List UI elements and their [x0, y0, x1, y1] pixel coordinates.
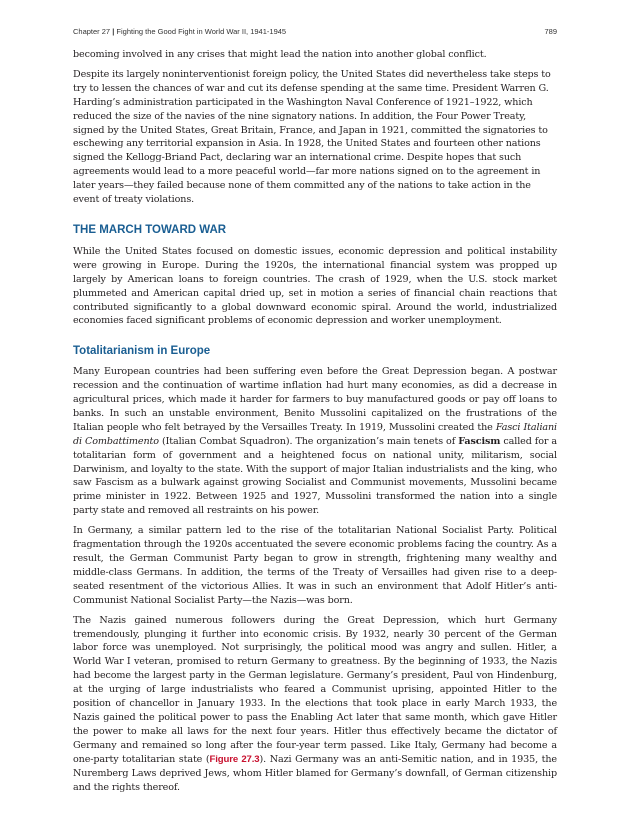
- subsection-heading-totalitarianism: Totalitarianism in Europe: [73, 345, 211, 358]
- paragraph-continuation: becoming involved in any crises that might lead the nation into another global conflict.: [73, 49, 487, 60]
- paragraph-mussolini: [73, 365, 557, 518]
- chapter-label: Chapter 27: [73, 27, 111, 36]
- text-run: The Nazis gained numerous followers during the Great Depression, which hurt Germany tremendously, plunging it further into economic crisis. By 1932, nearly 30 percent of the German labor force was unemployed. Not surprisingly, the political mood was angry and sullen. Hitler, a World War I veteran, promised to return Germany to greatness. By the beginning of 1933, the Nazis had become the largest party in the German legislature. Germany’s president, Paul von Hindenburg, at the urging of large industrialists who feared a Communist uprising, appointed Hitler to the position of chancellor in January 1933. In the elections that took place in early March 1933, the Nazis gained the political power to pass the Enabling Act later that same month, which gave Hitler the power to make all laws for the next four years. Hitler thus effectively became the dictator of Germany and remained so long after the four-year term passed. Like Italy, Germany had become a one-party totalitarian state (: [73, 614, 557, 765]
- paragraph-economic-depression: While the United States focused on domestic issues, economic depression and political instability were growing in Europe. During the 1920s, the international financial system was propped up largely by American loans to foreign countries. The crash of 1929, when the U.S. stock market plummeted and American capital dried up, set in motion a series of financial chain reactions that contributed significantly to a global downward economic spiral. Around the world, industrialized economies faced significant problems of economic depression and worker unemployment.: [73, 245, 557, 327]
- text-run: ). Nazi Germany was an anti-Semitic nation, and in 1935, the Nuremberg Laws deprived Jews, whom Hitler blamed for Germany’s downfall, of German citizenship and the rights thereof.: [73, 753, 557, 793]
- paragraph-noninterventionist: Despite its largely noninterventionist foreign policy, the United States did nevertheless take steps to try to lessen the chances of war and cut its defense spending at the same time. President Warren G. Harding’s administration participated in the Washington Naval Conference of 1921–1922, which reduced the size of the navies of the nine signatory nations. In addition, the Four Power Treaty, signed by the United States, Great Britain, France, and Japan in 1921, committed the signatories to eschewing any territorial expansion in Asia. In 1928, the United States and fourteen other nations signed the Kellogg-Briand Pact, declaring war an international crime. Despite hopes that such agreements would lead to a more peaceful world—far more nations signed on to the agreement in later years—they failed because none of them committed any of the nations to take action in the event of treaty violations.: [73, 68, 551, 206]
- italic-term: Fasci Italiani di Combattimento: [73, 421, 557, 447]
- paragraph-nazis: [73, 614, 557, 795]
- text-run: called for a totalitarian form of government and a heightened focus on national unity, militarism, social Darwinism, and loyalty to the state. With the support of major Italian industrialists and the king, who saw Fascism as a bulwark against growing Socialist and Communist movements, Mussolini became prime minister in 1922. Between 1925 and 1927, Mussolini transformed the nation into a single party state and removed all restraints on his power.: [73, 435, 558, 517]
- figure-link[interactable]: Figure 27.3: [209, 753, 260, 765]
- text-run: Many European countries had been suffering even before the Great Depression began. A postwar recession and the continuation of wartime inflation had hurt many economies, as did a decrease in agricultural prices, which made it harder for farmers to buy manufactured goods or pay off loans to banks. In such an unstable environment, Benito Mussolini capitalized on the frustrations of the Italian people who felt betrayed by the Versailles Treaty. In 1919, Mussolini created the: [73, 366, 557, 433]
- paragraph-germany: In Germany, a similar pattern led to the rise of the totalitarian National Socialist Party. Political fragmentation through the 1920s accentuated the severe economic problems facing the country. As a result, the German Communist Party began to grow in strength, frightening many wealthy and middle-class Germans. In addition, the terms of the Treaty of Versailles had given rise to a deep-seated resentment of the victorious Allies. It was in such an environment that Adolf Hitler’s anti-Communist National Socialist Party—the Nazis—was born.: [73, 525, 557, 606]
- page-number: 789: [544, 27, 557, 36]
- running-head: [73, 27, 286, 36]
- header-separator: |: [112, 27, 115, 36]
- page-header: [73, 27, 557, 36]
- section-heading-march-toward-war: THE MARCH TOWARD WAR: [73, 223, 227, 236]
- text-run: (Italian Combat Squadron). The organization’s main tenets of: [158, 435, 459, 447]
- key-term-fascism: Fascism: [458, 435, 501, 447]
- chapter-title: Fighting the Good Fight in World War II, 1941-1945: [116, 27, 287, 36]
- page-content: [73, 48, 557, 800]
